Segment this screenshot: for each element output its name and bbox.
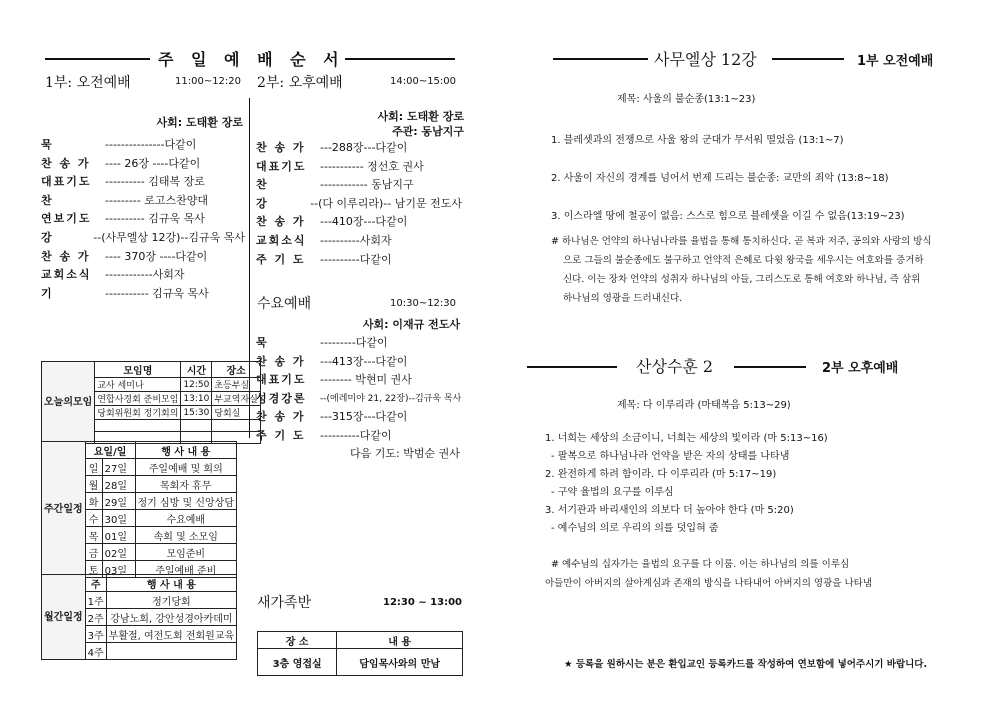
newfamily-table — [257, 631, 463, 676]
list-item: 2. 완전하게 하려 함이라. 다 이루리라 (마 5:17~19) — [545, 469, 777, 480]
order-row: 찬 송 가 ---- 26장 ----다같이 — [41, 156, 201, 170]
order-row: 찬 송 가 ---413장---다같이 — [256, 354, 408, 368]
service2-host: 주관: 동남지구 — [392, 125, 464, 138]
table-row: 1주 정기당회 — [42, 592, 237, 609]
order-row: 주 기 도 ----------다같이 — [256, 428, 392, 442]
order-row: 찬 송 가 ---315장---다같이 — [256, 410, 408, 424]
sec1-subject: 제목: 사울의 불순종(13:1~23) — [617, 94, 756, 105]
order-row: 성경강론 --(에레미야 21, 22장)--김규욱 목사 — [256, 391, 462, 405]
list-item: - 팔복으로 하나님나라 언약을 받은 자의 상태를 나타냄 — [551, 451, 790, 462]
sec1-points — [551, 122, 951, 236]
bulletin-title: 주 일 예 배 순 서 — [158, 50, 345, 69]
service1-presider: 사회: 도태환 장로 — [156, 116, 243, 129]
sec1-service-badge: 1부 오전예배 — [857, 54, 934, 69]
sec1-note: # 하나님은 언약의 하나님나라를 율법을 통해 통치하신다. 곧 복과 저주, 공의와 사랑의 방식 으로 그들의 불순종에도 불구하고 언약적 은혜로 다윗 왕국을 세우시는 여호와를 증거하 신다. 이는 장차 언약의 성취자 하나님의 아들, 그리스도로 통해 여호와 하나님, 즉 삼위 하나님의 영광을 드러내신다. — [551, 236, 932, 304]
order-row: 교회소식 ----------사회자 — [256, 233, 392, 247]
service1-order — [41, 136, 245, 303]
order-row: 대표기도 -------- 박현미 권사 — [256, 373, 412, 387]
sec2-rule-left — [527, 366, 617, 368]
table-row: 수 30일 수요예배 — [42, 510, 237, 527]
meetings-header: 시간 — [181, 362, 212, 378]
list-item: 3. 서기관과 바리새인의 의보다 더 높아야 한다 (마 5:20) — [545, 505, 794, 516]
sec1-rule-left — [553, 58, 648, 60]
order-row: 강 --(사무엘상 12강)--김규욱 목사 — [41, 230, 245, 244]
table-row: 3주 부활절, 여전도회 전회원교육 — [42, 626, 237, 643]
weekly-header: 요일/일 — [85, 442, 135, 459]
weekly-side-label: 주간일정 — [42, 442, 86, 578]
table-row: 일 27일 주일예배 및 회의 — [42, 459, 237, 476]
service2-time: 14:00~15:00 — [390, 76, 457, 87]
list-item: 2. 사울이 자신의 경계를 넘어서 번제 드리는 불순종: 교만의 죄악 (13:8~18) — [551, 173, 889, 184]
service3-order — [256, 334, 462, 446]
meetings-table — [41, 361, 261, 444]
order-row: 연보기도 ---------- 김규욱 목사 — [41, 212, 205, 226]
newfamily-header: 내 용 — [337, 632, 463, 649]
table-row: 금 02일 모임준비 — [42, 544, 237, 561]
monthly-header: 주 — [85, 575, 106, 592]
order-row: 찬 --------- 로고스찬양대 — [41, 193, 208, 207]
table-row: 월 28일 목회자 휴무 — [42, 476, 237, 493]
table-row: 2주 강남노회, 강안성경아카데미 — [42, 609, 237, 626]
sec2-rule-right — [734, 366, 806, 368]
left-title-rule-right — [345, 58, 455, 60]
meetings-header: 장소 — [212, 362, 260, 378]
service2-presider: 사회: 도태환 장로 — [377, 110, 464, 123]
sec1-rule-right — [772, 58, 844, 60]
order-row: 대표기도 ---------- 김태복 장로 — [41, 175, 205, 189]
left-title-rule-left — [45, 58, 150, 60]
list-item: - 구약 율법의 요구를 이루심 — [551, 487, 674, 498]
newfamily-header: 장 소 — [258, 632, 337, 649]
list-item: 3. 이스라엘 땅에 철공이 없음: 스스로 힘으로 블레셋을 이길 수 없음(13:19~23) — [551, 211, 905, 222]
table-row: 교사 세미나 12:50 초등부실 — [42, 378, 261, 392]
service2-name: 2부: 오후예배 — [257, 75, 343, 91]
list-item: - 예수님의 의로 우리의 의를 덧입혀 줌 — [551, 523, 719, 534]
weekly-header: 행 사 내 용 — [135, 442, 236, 459]
service1-time: 11:00~12:20 — [175, 76, 242, 87]
order-row: 묵 ---------다같이 — [256, 336, 388, 349]
service1-name: 1부: 오전예배 — [45, 75, 131, 91]
order-row: 강 --(다 이루리라)-- 남기문 전도사 — [256, 196, 462, 210]
monthly-table — [41, 574, 237, 660]
order-row: 묵 ---------------다같이 — [41, 138, 197, 151]
monthly-side-label: 월간일정 — [42, 575, 86, 660]
table-row: 목 01일 속회 및 소모임 — [42, 527, 237, 544]
table-row: 토 03일 주일예배 준비 — [42, 561, 237, 578]
newfamily-name: 새가족반 — [257, 595, 312, 611]
table-row: 4주 — [42, 643, 237, 660]
meetings-side-label: 오늘의모임 — [42, 362, 95, 444]
newfamily-time: 12:30 ~ 13:00 — [383, 597, 463, 608]
sec2-note: # 예수님의 십자가는 율법의 요구를 다 이룸. 이는 하나님의 의를 이루심 아들만이 아버지의 살아계심과 존재의 방식을 나타내어 아버지의 영광을 나타냄 — [545, 559, 873, 589]
table-row: 3층 영접실 담임목사와의 만남 — [258, 649, 463, 676]
order-row: 찬 송 가 ---- 370장 ----다같이 — [41, 249, 208, 263]
meetings-header: 모임명 — [95, 362, 181, 378]
order-row: 교회소식 ------------사회자 — [41, 268, 185, 282]
service2-order — [256, 139, 462, 269]
order-row: 찬 송 가 ---288장---다같이 — [256, 141, 408, 154]
sec2-service-badge: 2부 오후예배 — [822, 361, 899, 376]
monthly-header: 행 사 내 용 — [106, 575, 236, 592]
order-row: 찬 ------------ 동남지구 — [256, 178, 414, 192]
registration-footer: ★ 등록을 원하시는 분은 환입교인 등록카드를 작성하여 연보함에 넣어주시기 바랍니다. — [564, 659, 928, 670]
service3-presider: 사회: 이재규 전도사 — [362, 318, 460, 331]
service3-name: 수요예배 — [257, 296, 312, 312]
order-row: 기 ----------- 김규욱 목사 — [41, 286, 209, 300]
table-row: 화 29일 정기 심방 및 신앙상담 — [42, 493, 237, 510]
table-row: 당회위원회 정기회의 15:30 당회실 — [42, 406, 261, 420]
next-prayer: 다음 기도: 박범순 권사 — [350, 447, 460, 460]
list-item: 1. 너희는 세상의 소금이니, 너희는 세상의 빛이라 (마 5:13~16) — [545, 433, 828, 444]
order-row: 주 기 도 ----------다같이 — [256, 252, 392, 266]
list-item: 1. 블레셋과의 전쟁으로 사울 왕의 군대가 무서워 떨었음 (13:1~7) — [551, 135, 844, 146]
service3-time: 10:30~12:30 — [390, 298, 457, 309]
sec1-title: 사무엘상 12강 — [654, 50, 757, 69]
sec2-subject: 제목: 다 이루리라 (마태복음 5:13~29) — [617, 400, 791, 411]
sec2-points — [545, 430, 945, 538]
sec2-title: 산상수훈 2 — [636, 357, 714, 376]
weekly-table — [41, 441, 237, 578]
order-row: 찬 송 가 ---410장---다같이 — [256, 215, 408, 229]
order-row: 대표기도 ----------- 정선호 권사 — [256, 159, 424, 173]
table-row: 연합사경회 준비모임 13:10 부교역자실 — [42, 392, 261, 406]
